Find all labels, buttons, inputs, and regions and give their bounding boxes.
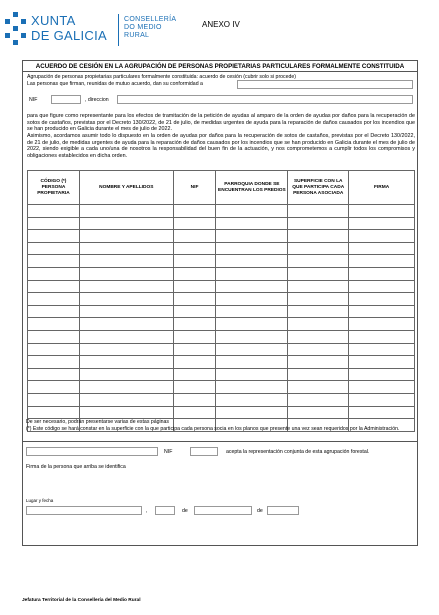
table-cell[interactable] [216, 255, 288, 268]
table-cell[interactable] [173, 280, 216, 293]
table-cell[interactable] [349, 305, 415, 318]
table-row [28, 217, 415, 230]
annex-label: ANEXO IV [202, 20, 240, 29]
nif-label: NIF [29, 97, 38, 103]
table-cell[interactable] [79, 205, 173, 218]
logo-divider [118, 14, 119, 46]
table-cell[interactable] [216, 280, 288, 293]
table-cell[interactable] [349, 318, 415, 331]
table-cell[interactable] [28, 280, 80, 293]
table-row [28, 343, 415, 356]
department-line-1: CONSELLERÍA [124, 16, 177, 23]
table-cell[interactable] [216, 205, 288, 218]
address-input[interactable] [117, 95, 413, 104]
table-cell[interactable] [173, 242, 216, 255]
table-cell[interactable] [173, 205, 216, 218]
table-cell[interactable] [173, 368, 216, 381]
table-cell[interactable] [28, 368, 80, 381]
table-cell[interactable] [28, 305, 80, 318]
table-cell[interactable] [349, 242, 415, 255]
table-cell[interactable] [28, 217, 80, 230]
table-cell[interactable] [216, 330, 288, 343]
address-label: , direccion [85, 97, 109, 103]
table-cell[interactable] [288, 305, 349, 318]
table-cell[interactable] [349, 406, 415, 419]
table-cell[interactable] [79, 330, 173, 343]
table-row [28, 280, 415, 293]
table-row [28, 305, 415, 318]
column-header: FIRMA [349, 171, 415, 205]
table-cell[interactable] [288, 242, 349, 255]
table-cell[interactable] [288, 230, 349, 243]
table-cell[interactable] [349, 293, 415, 306]
table-row [28, 318, 415, 331]
table-cell[interactable] [28, 242, 80, 255]
table-cell[interactable] [173, 381, 216, 394]
column-header: SUPERFICIE CON LA QUE PARTICIPA CADA PERSONA ASOCIADA [288, 171, 349, 205]
table-row [28, 230, 415, 243]
note-code: (*) Este código se hará constar en la superficie con la que participa cada persona socia en los planos que presente una vez sean requeridos por la Administración. [26, 426, 400, 432]
table-cell[interactable] [28, 318, 80, 331]
table-cell[interactable] [28, 205, 80, 218]
accept-text: acepta la representación conjunta de esta agrupación forestal. [226, 449, 370, 455]
table-row [28, 293, 415, 306]
paragraph-commitment: Asimismo, acordamos asumir todo lo dispuesto en la orden de ayudas por daños para la recuperación de sotos de castaños, previstas por el Decreto 130/2022, de 21 de julio, de medidas urgentes de ayuda para la reparación de daños causados por los incendios que se han producido en Galicia durante el mes de julio de 2022, siendo exigible a cada uno/una de nosotros la responsabilidad del buen fin de la actuación, y nos comprometemos a cumplir todos los compromisos y obligaciones establecidos en dicha orden. [27, 133, 415, 159]
table-cell[interactable] [288, 343, 349, 356]
table-cell[interactable] [349, 255, 415, 268]
place-date-label: Lugar y fecha [26, 498, 54, 503]
table-cell[interactable] [173, 406, 216, 419]
place-input[interactable] [26, 506, 142, 515]
department-name [124, 16, 176, 40]
table-cell[interactable] [173, 230, 216, 243]
table-row [28, 267, 415, 280]
table-row [28, 356, 415, 369]
comma-separator: , [146, 508, 148, 514]
logo-text [31, 13, 107, 43]
column-header: NOMBRE Y APELLIDOS [79, 171, 173, 205]
logo-line-2: DE GALICIA [31, 28, 107, 43]
table-cell[interactable] [28, 267, 80, 280]
table-cell[interactable] [288, 368, 349, 381]
table-cell[interactable] [216, 267, 288, 280]
table-row [28, 255, 415, 268]
table-cell[interactable] [79, 293, 173, 306]
table-cell[interactable] [216, 230, 288, 243]
table-cell[interactable] [216, 356, 288, 369]
signature-label: Firma de la persona que arriba se identifica [26, 464, 126, 470]
table-cell[interactable] [349, 280, 415, 293]
table-row [28, 368, 415, 381]
table-cell[interactable] [349, 393, 415, 406]
table-cell[interactable] [28, 393, 80, 406]
table-cell[interactable] [288, 406, 349, 419]
note-multiple-pages: De ser necesario, podrán presentarse varias de estas páginas [26, 419, 170, 425]
table-cell[interactable] [173, 217, 216, 230]
table-cell[interactable] [216, 293, 288, 306]
xunta-emblem-icon [5, 12, 27, 46]
table-cell[interactable] [173, 267, 216, 280]
department-line-3: RURAL [124, 32, 150, 39]
table-cell[interactable] [349, 368, 415, 381]
table-cell[interactable] [79, 356, 173, 369]
table-cell[interactable] [79, 267, 173, 280]
day-input[interactable] [155, 506, 175, 515]
table-cell[interactable] [173, 255, 216, 268]
table-row [28, 330, 415, 343]
table-cell[interactable] [288, 330, 349, 343]
table-cell[interactable] [288, 381, 349, 394]
table-cell[interactable] [173, 393, 216, 406]
table-cell[interactable] [349, 267, 415, 280]
table-cell[interactable] [173, 305, 216, 318]
month-input[interactable] [194, 506, 252, 515]
acceptance-section [22, 441, 418, 546]
table-cell[interactable] [79, 381, 173, 394]
table-cell[interactable] [349, 356, 415, 369]
table-cell[interactable] [288, 280, 349, 293]
table-cell[interactable] [79, 242, 173, 255]
table-cell[interactable] [28, 356, 80, 369]
table-cell[interactable] [288, 205, 349, 218]
table-cell[interactable] [173, 293, 216, 306]
nif-input[interactable] [51, 95, 81, 104]
table-cell[interactable] [173, 330, 216, 343]
table-cell[interactable] [216, 381, 288, 394]
table-cell[interactable] [79, 318, 173, 331]
table-cell[interactable] [173, 318, 216, 331]
table-cell[interactable] [79, 406, 173, 419]
table-cell[interactable] [288, 267, 349, 280]
table-row [28, 381, 415, 394]
table-row [28, 205, 415, 218]
members-table [27, 170, 415, 432]
table-row [28, 406, 415, 419]
table-cell[interactable] [349, 205, 415, 218]
table-cell[interactable] [288, 318, 349, 331]
table-cell[interactable] [216, 393, 288, 406]
table-cell[interactable] [216, 305, 288, 318]
table-cell[interactable] [216, 406, 288, 419]
table-cell[interactable] [28, 406, 80, 419]
paragraph-representation: para que figure como representante para los efectos de tramitación de la petición de ayudas al amparo de la orden de ayudas por daños para la recuperación de sotos de castaños, previstas por el Decreto 130/2022, de 21 de julio, de medidas urgentes de ayuda para la reparación de daños causados por los incendios que se han producido en Galicia durante el mes de julio de 2022. [27, 113, 415, 132]
table-cell[interactable] [288, 255, 349, 268]
table-cell[interactable] [28, 381, 80, 394]
year-input[interactable] [267, 506, 299, 515]
table-cell[interactable] [79, 368, 173, 381]
nif-label-2: NIF [164, 449, 173, 455]
representative-name-input[interactable] [26, 447, 158, 456]
table-cell[interactable] [173, 343, 216, 356]
table-cell[interactable] [28, 255, 80, 268]
table-cell[interactable] [349, 217, 415, 230]
table-cell[interactable] [288, 217, 349, 230]
department-line-2: DO MEDIO [124, 24, 162, 31]
column-header: CÓDIGO (*) PERSONA PROPIETARIA [28, 171, 80, 205]
de-label-1: de [182, 508, 188, 514]
table-cell[interactable] [288, 293, 349, 306]
table-cell[interactable] [349, 230, 415, 243]
logo-line-1: XUNTA [31, 13, 76, 28]
intro-line-1: Agrupación de personas propietarias particulares formalmente constituida: acuerdo de cesión (cubrir solo si procede) [27, 74, 297, 80]
table-cell[interactable] [216, 217, 288, 230]
table-cell[interactable] [349, 381, 415, 394]
table-cell[interactable] [79, 305, 173, 318]
table-cell[interactable] [28, 230, 80, 243]
table-cell[interactable] [288, 393, 349, 406]
table-cell[interactable] [216, 343, 288, 356]
table-row [28, 393, 415, 406]
column-header: PARROQUIA DONDE SE ENCUENTRAN LOS PREDIOS [216, 171, 288, 205]
form-title: ACUERDO DE CESIÓN EN LA AGRUPACIÓN DE PERSONAS PROPIETARIAS PARTICULARES FORMALMENTE CONSTITUIDA [23, 61, 417, 72]
table-cell[interactable] [28, 343, 80, 356]
table-cell[interactable] [79, 280, 173, 293]
table-cell[interactable] [79, 393, 173, 406]
table-cell[interactable] [79, 343, 173, 356]
footer-text: Jefatura Territorial de la Consellería del Medio Rural [22, 598, 141, 603]
intro-line-2: Las personas que firman, reunidas de mutuo acuerdo, dan su conformidad a [27, 81, 203, 87]
table-cell[interactable] [173, 356, 216, 369]
representative-nif-input[interactable] [190, 447, 218, 456]
entity-name-input[interactable] [237, 80, 413, 89]
xunta-logo [5, 12, 115, 52]
table-row [28, 242, 415, 255]
table-cell[interactable] [216, 242, 288, 255]
table-cell[interactable] [216, 318, 288, 331]
table-cell[interactable] [288, 356, 349, 369]
table-cell[interactable] [28, 330, 80, 343]
table-cell[interactable] [79, 255, 173, 268]
table-cell[interactable] [216, 368, 288, 381]
de-label-2: de [257, 508, 263, 514]
table-cell[interactable] [79, 230, 173, 243]
table-cell[interactable] [349, 330, 415, 343]
table-cell[interactable] [28, 293, 80, 306]
table-cell[interactable] [79, 217, 173, 230]
table-cell[interactable] [349, 343, 415, 356]
column-header: NIF [173, 171, 216, 205]
